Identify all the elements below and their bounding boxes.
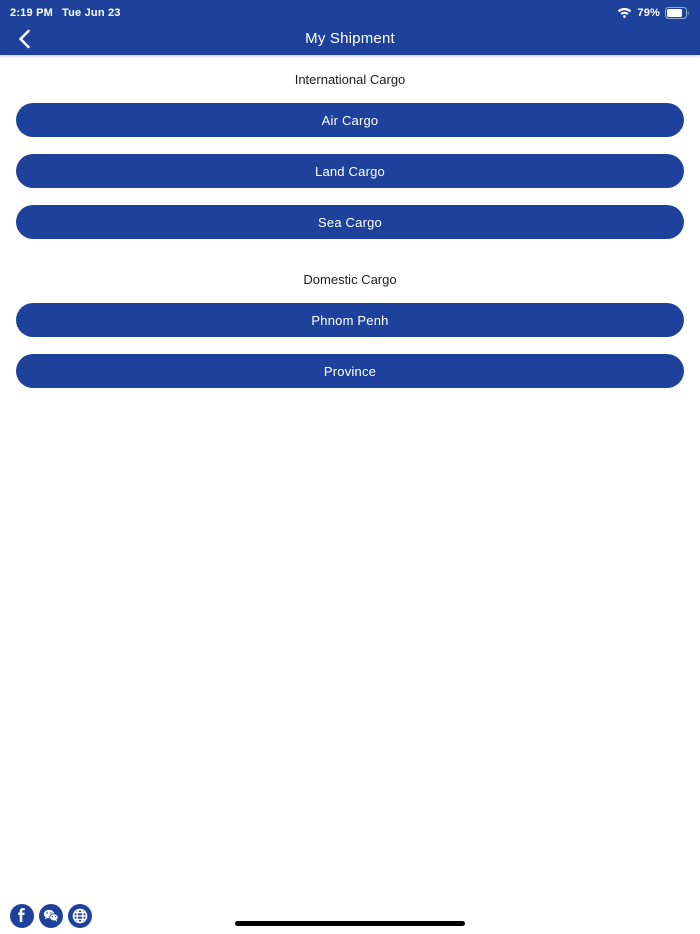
province-button[interactable]: Province bbox=[16, 354, 684, 388]
wechat-icon bbox=[39, 904, 63, 928]
nav-bar bbox=[0, 22, 700, 55]
battery-icon bbox=[665, 7, 690, 19]
status-time: 2:19 PM bbox=[10, 6, 53, 19]
air-cargo-button[interactable]: Air Cargo bbox=[16, 103, 684, 137]
facebook-icon bbox=[10, 904, 34, 928]
website-button[interactable] bbox=[68, 904, 92, 928]
page-title: My Shipment bbox=[305, 30, 395, 47]
status-right bbox=[617, 4, 690, 19]
status-date: Tue Jun 23 bbox=[61, 6, 121, 19]
sea-cargo-button[interactable]: Sea Cargo bbox=[16, 205, 684, 239]
wechat-button[interactable] bbox=[39, 904, 63, 928]
facebook-button[interactable] bbox=[10, 904, 34, 928]
home-indicator[interactable] bbox=[235, 921, 465, 926]
battery-percent: 79% bbox=[637, 6, 660, 19]
globe-icon bbox=[68, 904, 92, 928]
status-bar bbox=[0, 0, 700, 22]
main-content bbox=[0, 55, 700, 388]
status-left bbox=[10, 4, 121, 19]
footer-social-links bbox=[10, 904, 92, 928]
section-heading-domestic-cargo: Domestic Cargo bbox=[303, 272, 397, 287]
phnom-penh-button[interactable]: Phnom Penh bbox=[16, 303, 684, 337]
wifi-icon bbox=[617, 7, 632, 18]
section-heading-international-cargo: International Cargo bbox=[294, 72, 406, 87]
land-cargo-button[interactable]: Land Cargo bbox=[16, 154, 684, 188]
header bbox=[0, 0, 700, 55]
